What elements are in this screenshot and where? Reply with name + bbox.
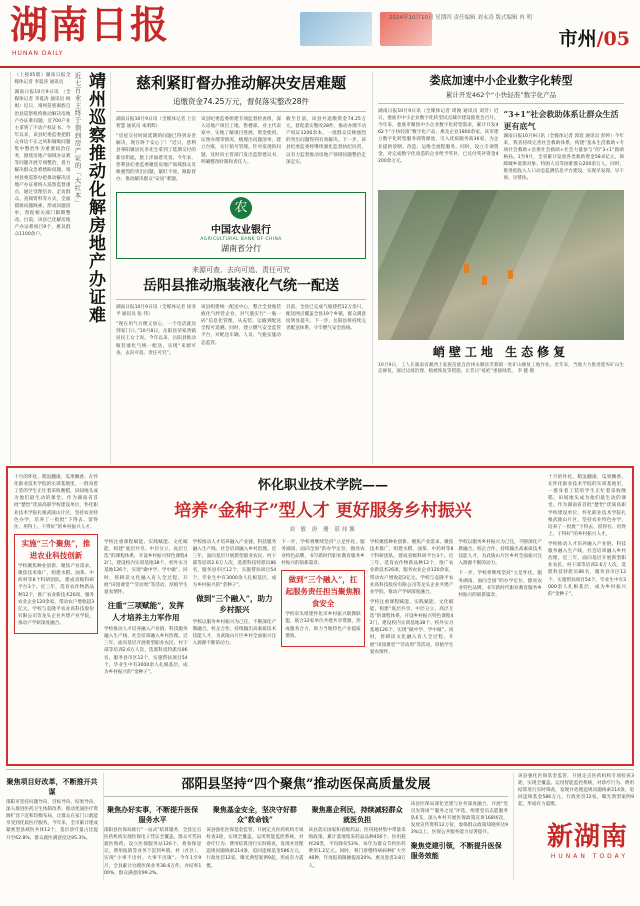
bottom-left-title: 聚焦项目好改革，不断推开共谋 [6,777,98,796]
feature-lead-text: 十月的怀化，稻浪翻滚、瓜果飘香。在怀化职业技术学院的实训基地里，一群身着工装的学生正忙着采收晚稻，田间地头成为他们最生动的课堂。作为湖南省首批“楚怡”优质高职学校建设单位，怀化职业技术学院扎根武陵山片区，坚持农业特色办学，培养了一批批“下得去、留得住、用得上、干得好”的乡村振兴人才。 [14,475,98,530]
hunan-today-brand[interactable] [500,821,628,876]
masthead [0,0,640,68]
feature-boxed-title: 实施“三个聚焦”，推进农业科技创新 [21,538,91,560]
feature-article-huaihua [6,466,634,766]
cili-p1: “房屋交付时间延期的问题已得到妥善解决，现在终于安心了！”近日，慈利县零阳镇居民李先生拿到了延期交付的新房钥匙，脸上洋溢着笑容。今年来，慈利县纪委监委聚焦房地产领域群众反映强烈的突出问题，紧盯不放、跟踪督办，推动解决群众“安居”难题。 [116,134,196,182]
jingzhou-body [10,72,70,464]
feature-col-1 [104,539,188,679]
loudi-text: 湖南日报10月9日讯（全媒体记者 周俊 通讯员 刘芳）近日，娄底市中小企业数字化转型试点城市建设推进会召开。今年来，娄底市聚焦中小企业数字化转型需求，累计开发462个“小快轻准”数字化产品，惠及企业1800余家。该市建立数字化转型服务商资源池，引入优质服务商36家，为企业提供诊断、改造、运维全流程服务。同时，设立专项资金，对完成数字化改造的企业给予奖补，已兑付奖补资金4200余万元。 [378,109,499,164]
masthead-stamp-icon [300,12,372,46]
photo-note: 10月9日，工人在湖南省湘西土家族苗族自治州永顺县芙蓉镇一处矿山修复工地作业。近年来，当地大力推进废弃矿山生态修复，通过边坡治理、植被恢复等措施，让昔日“疮疤”重披绿装。 李 健 摄 [378,362,624,375]
feature-c5-text: 学校以服务乡村振兴为己任，不断深化产教融合、校企合作，持续输出高素质技术技能人才，为武陵山片区乡村全面振兴注入源源不断的动力。 [458,540,542,567]
feature-col-3 [281,539,365,679]
jingzhou-subhead: 近七百业主终于领到房产证的「大红本」 [73,72,82,207]
feature-kicker: 怀化职业技术学院—— [257,478,388,493]
feature-c2-text: 学校推动人才培养融入产业链、科技服务融入生产线、社会培训融入乡村治理。近三年，面向基层开展新型职业农民、村干部等培训2.6万人次，选派科技特派员86名，服务县市区12个，实施帮扶项目54个。毕业生中有3000余人扎根基层，成为乡村振兴的“金种子”。 [192,540,277,588]
shaoyang-col4-body: 该县医保局深化党建与业务深度融合，开展“党员先锋岗”“服务之星”评选，组建党员志愿服务队6支，深入乡村开展医保政策宣讲168场次，发放宣传资料12万份，参保群众政策知晓率达93%以上，医保公共服务能力显著提升。 [410,802,508,836]
newspaper-logo-subtitle: HUNAN DAILY [12,50,64,57]
feature-c4-text2: 学校注重课程赋能、实践赋能、文化赋能，构建“底层共享、中层分立、高层互选”的课程体系，开设乡村振兴特色课程42门。建设校内实训基地38个、校外实习基地126个，实现“做中学、学中做”。同时，将耕读文化融入育人全过程，开展“田园课堂”“劳动周”等活动，厚植学生爱农情怀。 [369,599,454,655]
jingzhou-caption: （上接05版）湖南日报全媒体记者 李夏涛 通讯员 [14,73,71,86]
brand-name-cn: 新湖南 [546,821,628,852]
loudi-body [378,108,624,186]
bottom-right-body: 该县强化医保基金监管，开展定点医药机构专项检查3轮，实现全覆盖。运用智能监控系统，对诊疗行为、费用结算进行实时筛查，发现并处理违规问题线索214条，追回违规基金586万元，行政处罚12家，曝光典型案例9起，形成有力震慑。 [518,774,634,808]
column-b [110,72,366,464]
section-name: 市州 [558,28,597,50]
photo-caption: 峭壁工地 生态修复 [432,344,570,359]
feature-col-2 [193,539,277,679]
jingzhou-text: 湖南日报10月9日讯 （全媒体记者 李夏涛 通讯员 杨娟）近日，靖州苗族侗族自治县巡察机构推动解决房地产办证难问题，近700户业主拿到了不动产权证书。今年以来，该县纪委监委把群众身边不正之风和腐败问题集中整治作为重要政治任务，围绕房地产领域办证难等问题开展专项整治，着力解决群众急难愁盼问题。靖州县委巡察办把推动解决房地产办证难纳入巡察监督重点，通过受理信访、走访群众、查阅资料等方式，全面摸排问题线索，形成问题清单，督促相关部门限期整改。目前，该县已化解房地产办证难项目9个，惠及群众1100余户。 [14,90,71,238]
feature-c2-subtitle: 做到“三个融入”，助力乡村振兴 [196,593,273,615]
shaoyang-col1-body: 邵阳县医保局推行“一站式”结算服务，全县定点医药机构实现医保电子凭证全覆盖，群众可凭码就医购药。设立医保服务站126个，将参保登记、费用报销等业务下沉到乡镇、村（社区），实现“小事不出村、大事不出镇”。今年1至9月，全县累计办理医保业务38.6万件，办结率100%，群众满意度99.2%。 [104,828,202,876]
divider-3 [378,103,624,104]
photo-worker-2 [482,276,487,285]
cili-dateline: 湖南日报10月9日讯（全媒体记者 上官智慧 通讯员 朱明辉） [116,117,196,130]
feature-c1-text2: 学校推动人才培养融入产业链、科技服务融入生产线、社会培训融入乡村治理。近三年，面向基层开展新型职业农民、村干部等培训2.6万人次，选派科技特派员86名，服务县市区12个，实施帮扶项目54个。毕业生中有3000余人扎根基层，成为乡村振兴的“金种子”。 [104,627,188,675]
feature-title: 培养“金种子”型人才 更好服务乡村振兴 [174,501,472,521]
shaoyang-col-2 [206,801,303,880]
feature-byline: 刘 敏 唐 珊 谌祎馨 [289,527,357,533]
feature-boxed-body: 学校聚焦种业创新、聚焦产业需求、聚焦技术推广，组建水稻、油茶、中药材等8个科研团队，建成省级科研平台3个。近三年，选育农作物新品种12个，推广农业新技术26项，服务农业企业120余家，带动农户增收超3亿元。学校与袁隆平农业高科技股份有限公司等龙头企业共建产业学院，推动产学研深度融合。 [18,564,95,626]
feature-rail-text: 十月的怀化，稻浪翻滚、瓜果飘香。在怀化职业技术学院的实训基地里，一群身着工装的学生正忙着采收晚稻，田间地头成为他们最生动的课堂。作为湖南省首批“楚怡”优质高职学校建设单位，怀化职业技术学院扎根武陵山片区，坚持农业特色办学，培养了一批批“下得去、留得住、用得上、干得好”的乡村振兴人才。 [548,475,626,537]
jingzhou-headline: 靖州巡察推动化解房地产办证难 [85,72,105,324]
bottom-right-column [513,773,634,880]
shaoyang-col-3 [309,801,406,880]
bank-advertisement[interactable] [116,192,366,259]
yueyang-body [116,304,366,360]
feature-rail-text2: 学校推动人才培养融入产业链、科技服务融入生产线、社会培训融入乡村治理。近三年，面向基层开展新型职业农民、村干部等培训2.6万人次，选派科技特派员86名，服务县市区12个，实施帮扶项目54个。毕业生中有3000余人扎根基层，成为乡村振兴的“金种子”。 [548,541,626,597]
bottom-left-body: 邵阳市坚持问题导向、目标导向、结果导向，深入推进医药卫生体制改革，推动优质医疗资源扩容下沉和均衡布局，让群众在家门口就能享受到优质医疗服务。今年来，全市累计建成紧密型县域医共体12个，基层诊疗量占比提升至62.8%，群众就医满意度达95.3%。 [6,800,98,841]
newspaper-logo: 湖南日报 [10,2,171,47]
yueyang-p2: 该县组建统一配送中心，整合全县瓶装液化气经营企业，对气瓶实行“一瓶一码”信息化管理，从充装、运输到配送全程可追溯。同时，建立燃气安全监管平台，对配送车辆、人员、气瓶实施动态监管。 [201,304,281,346]
yueyang-p3: 目前，全县已完成气瓶建档12万余只，配送网点覆盖全县19个乡镇，群众满意度明显提升。下一步，岳阳县将持续完善配送体系，守牢燃气安全底线。 [286,304,366,332]
divider-4 [104,796,508,797]
shaoyang-columns [104,801,508,880]
feature-c2-text2: 学校以服务乡村振兴为己任，不断深化产教融合、校企合作，持续输出高素质技术技能人才，为武陵山片区乡村全面振兴注入源源不断的动力。 [192,620,277,647]
yueyang-dateline: 湖南日报10月9日讯（全媒体记者 徐亚平 通讯员 张 伟） [116,304,196,318]
shaoyang-col-1 [104,801,201,880]
social-relief-text: 湖南日报10月9日讯（全媒体记者 郭宸 通讯员 彭婷）今年来，我省持续完善社会救助体系，构建“基本生活救助+专项社会救助+急难社会救助+社会力量参与”的“3+1”救助格局。1至9月，全省累计发放各类救助资金58.6亿元，保障城乡低保对象、特困人员等困难群众200余万人。同时，推进低收入人口动态监测信息平台建设，实现早发现、早干预、早帮扶。 [503,133,624,182]
shaoyang-col4-title: 聚焦党建引领，不断提升医保服务效能 [410,840,502,860]
photo-texture [378,190,624,340]
shaoyang-col-4 [411,801,508,880]
top-region [0,68,640,464]
feature-right-rail [548,474,626,758]
bank-name-cn: 中国农业银行 [211,224,271,236]
loudi-subhead: 累计开发462个“小快轻准”数字化产品 [445,91,557,99]
shaoyang-col2-title: 聚焦基金安全，坚决守好群众“救命钱” [212,805,297,824]
shaoyang-col1-title: 聚焦办好实事，不断提升医保服务水平 [107,805,199,824]
cili-body [116,116,366,186]
yueyang-headline: 岳阳县推动瓶装液化气统一配送 [143,277,339,294]
abc-bank-logo-icon: 农 [230,197,252,219]
photo-mine-restoration [378,190,624,340]
shaoyang-col3-body: 该县落实国家和省级药品、医用耗材集中带量采购政策，累计落地集采药品品种456个、医用耗材28类，平均降价53%，每年为群众节约医药费用1.2亿元。同时，将门诊慢特病病种扩大至46种，年度报销限额提高20%，惠及患者3.8万人。 [308,828,406,869]
shaoyang-headline: 邵阳县坚持“四个聚焦”推动医保高质量发展 [181,777,431,792]
feature-c1-text: 学校注重课程赋能、实践赋能、文化赋能，构建“底层共享、中层分立、高层互选”的课程体系，开设乡村振兴特色课程42门。建设校内实训基地38个、校外实习基地126个，实现“做中学、学中做”。同时，将耕读文化融入育人全过程，开展“田园课堂”“劳动周”等活动，厚植学生爱农情怀。 [104,540,188,595]
bottom-region [6,769,634,880]
feature-c1-subtitle: 注重“三项赋能”，发挥人才培养主力军作用 [107,600,184,622]
yueyang-kicker: 来源可查、去向可追、责任可究 [192,265,290,274]
bottom-center [103,773,508,880]
divider-2 [116,299,366,300]
yueyang-p1: “现在用气方便又放心，一个电话就送到家门口。”10月8日，岳阳县荣家湾镇居民王女士说。今年以来，岳阳县推动瓶装液化气统一配送，实现“来源可查、去向可追、责任可究”。 [116,322,196,356]
column-c [372,72,624,464]
shaoyang-col2-body: 该县强化医保基金监管，开展定点医药机构专项检查3轮，实现全覆盖。运用智能监控系统，对诊疗行为、费用结算进行实时筛查，发现并处理违规问题线索214条，追回违规基金586万元，行政处罚12家，曝光典型案例9起，形成有力震慑。 [206,828,304,869]
cili-headline: 慈利紧盯督办推动解决安居难题 [135,74,346,92]
article-jingzhou [8,72,104,464]
brand-name-en: HUNAN TODAY [550,852,628,860]
feature-c5-text2: 下一步，学校将继续坚持“立足怀化、服务湖南、面向全国”的办学定位，擦亮农业特色品牌，书写新时代职业教育服务乡村振兴的崭新篇章。 [458,571,542,598]
section-label [559,24,630,51]
feature-c3-text: 下一步，学校将继续坚持“立足怀化、服务湖南、面向全国”的办学定位，擦亮农业特色品牌，书写新时代职业教育服务乡村振兴的崭新篇章。 [281,540,365,567]
cili-p2: 该县纪委监委组建专项监督检查组，深入房地产项目工地、售楼部、业主代表家中，实地了解项目进展、资金使用、证照办理等情况，梳理出问题清单，建立台账，实行销号管理。针对发现的问题，及时向主管部门发出监察建议书，明确整改时限和责任人。 [201,117,281,165]
divider [116,111,366,112]
bank-branch: 湖南省分行 [221,243,261,253]
cili-p3: 截至目前，该县共追缴资金74.25万元，督促落实整改28件，推动办理不动产权证1200余本，一批群众反映强烈的突出问题得到有效解决。下一步，该县纪委监委将继续强化监督执纪问责，以有力监督推动房地产领域问题整治走深走实。 [286,117,366,165]
shaoyang-col3-title: 聚焦惠企利民，持续减轻群众就医负担 [311,805,403,824]
feature-main [104,474,542,758]
photo-worker-3 [508,270,513,279]
section-number: /05 [596,28,630,50]
bank-name-en: AGRICULTURAL BANK OF CHINA [200,236,282,242]
feature-highlight-body: 学校牵头组建怀化市乡村振兴职教联盟，联合32家单位共建共享资源，形成服务合力，助力当地特色产业提质增效。 [285,612,361,639]
feature-col-5 [458,539,542,679]
bottom-left-column [6,773,98,880]
masthead-meta: 2024年10月10日 星期四 责任编辑 刘永涛 版式编辑 冉 明 [389,15,532,21]
social-relief-headline: “3+1”社会救助体系让群众生活更有底气 [503,109,619,132]
feature-lead [14,474,98,758]
feature-c4-text: 学校聚焦种业创新、聚焦产业需求、聚焦技术推广，组建水稻、油茶、中药材等8个科研团队，建成省级科研平台3个。近三年，选育农作物新品种12个，推广农业新技术26项，服务农业企业120余家，带动农户增收超3亿元。学校与袁隆平农业高科技股份有限公司等龙头企业共建产业学院，推动产学研深度融合。 [369,540,454,595]
feature-col-4 [370,539,454,679]
loudi-headline: 娄底加速中小企业数字化转型 [429,74,573,87]
photo-worker-1 [464,264,469,273]
feature-highlight-box [281,570,365,646]
feature-columns [104,539,542,679]
cili-subhead: 追缴资金74.25万元，督促落实整改28件 [172,97,309,106]
feature-boxed-note [14,534,98,634]
feature-highlight-title: 做到“三个融入”，扛起服务责任担当聚焦粮食安全 [285,575,361,608]
